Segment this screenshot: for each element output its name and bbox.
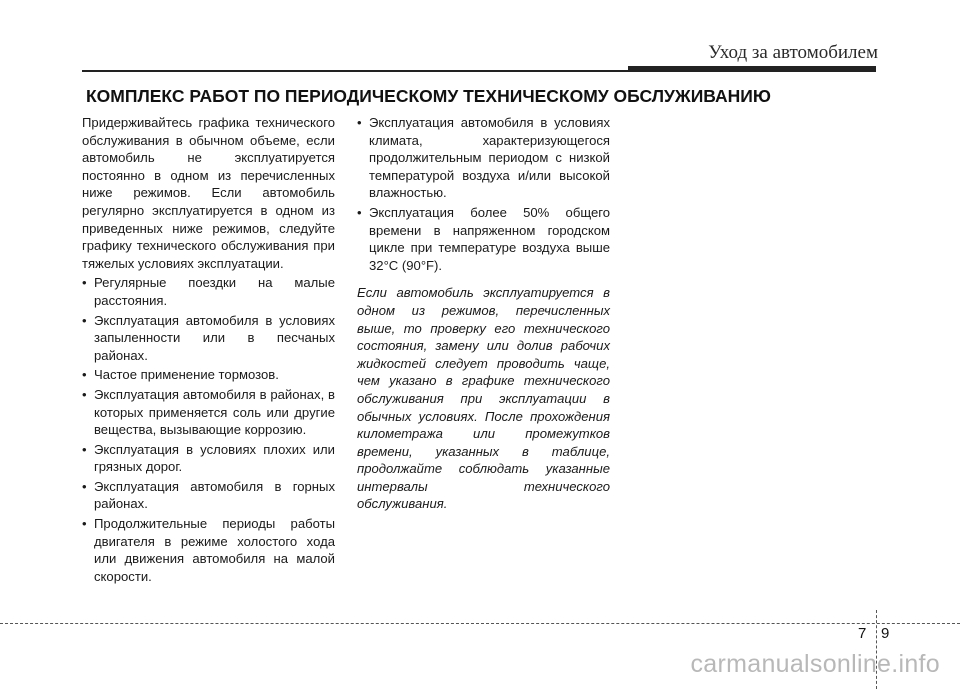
chapter-number: 7 xyxy=(858,625,867,642)
intro-paragraph: Придерживайтесь графика технического обслуживания в обычном объеме, если автомобиль не эксплуатируется постоянно в одном из перечисленных ниже режимов. Если автомобиль регулярно эксплуатируется в одном из приведенных ниже режимов, следуйте графику технического обслуживания при тяжелых условиях эксплуатации. xyxy=(82,115,335,271)
bullet-item: • Эксплуатация автомобиля в районах, в которых применяется соль или другие вещества, вызывающие коррозию. xyxy=(82,386,335,439)
bullet-item: • Эксплуатация автомобиля в условиях запыленности или в песчаных районах. xyxy=(82,312,335,365)
right-column xyxy=(357,114,610,526)
bullet-item: • Эксплуатация более 50% общего времени в напряженном городском цикле при температуре воздуха выше 32°C (90°F). xyxy=(357,204,610,274)
footer-crop-line xyxy=(0,623,960,624)
left-bullet-list xyxy=(82,274,335,585)
italic-note: Если автомобиль эксплуатируется в одном из режимов, перечисленных выше, то проверку его технического состояния, замену или долив рабочих жидкостей следует проводить чаще, чем указано в графике технического обслуживания при эксплуатации в обычных условиях. После прохождения километража или промежутков времени, указанных в таблице, продолжайте соблюдать указанные интервалы технического обслуживания. xyxy=(357,285,610,512)
bullet-item: • Эксплуатация автомобиля в горных районах. xyxy=(82,478,335,513)
header-rule-accent xyxy=(628,66,876,72)
section-title: КОМПЛЕКС РАБОТ ПО ПЕРИОДИЧЕСКОМУ ТЕХНИЧЕСКОМУ ОБСЛУЖИВАНИЮ xyxy=(86,86,771,106)
left-column xyxy=(82,114,335,585)
bullet-item: • Эксплуатация автомобиля в условиях климата, характеризующегося продолжительным периодом с низкой температурой воздуха и/или высокой влажностью. xyxy=(357,114,610,202)
bullet-item: • Регулярные поездки на малые расстояния. xyxy=(82,274,335,309)
page-number: 9 xyxy=(881,625,890,642)
running-header: Уход за автомобилем xyxy=(708,42,878,63)
watermark-text: carmanualsonline.info xyxy=(690,650,940,678)
bullet-item: • Продолжительные периоды работы двигателя в режиме холостого хода или движения автомобиля на малой скорости. xyxy=(82,515,335,585)
bullet-item: • Частое применение тормозов. xyxy=(82,366,335,384)
right-bullet-list xyxy=(357,114,610,274)
bullet-item: • Эксплуатация в условиях плохих или грязных дорог. xyxy=(82,441,335,476)
